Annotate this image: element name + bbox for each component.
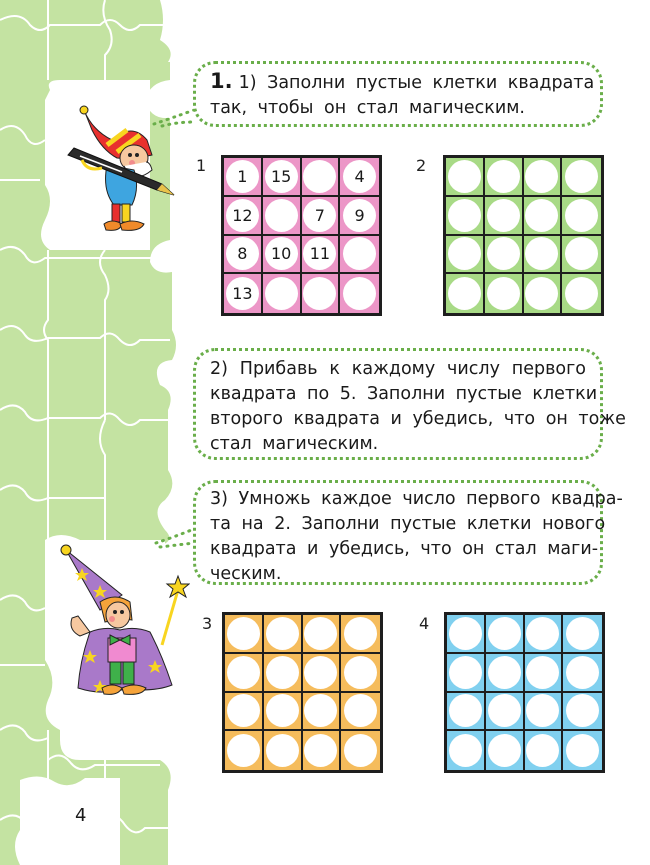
square-3-cell-empty[interactable]: [304, 656, 337, 689]
task-1-part-3-line-2: та на 2. Заполни пустые клетки нового: [210, 514, 606, 534]
square-1-cell: [302, 197, 341, 236]
square-1-cell[interactable]: [340, 236, 379, 275]
square-1-cell: [340, 158, 379, 197]
square-1-cell-value: 12: [226, 199, 259, 232]
square-2-cell[interactable]: [562, 197, 601, 236]
square-1-cell[interactable]: [263, 274, 302, 313]
square-1-cell: [224, 236, 263, 275]
square-3-cell[interactable]: [225, 654, 264, 693]
square-2-label: 2: [416, 156, 427, 175]
square-2-cell[interactable]: [446, 197, 485, 236]
square-1-cell-empty[interactable]: [343, 277, 376, 310]
square-4-cell[interactable]: [525, 615, 564, 654]
square-3-cell-empty[interactable]: [227, 734, 260, 767]
square-4-cell-empty[interactable]: [566, 734, 599, 767]
task-1-part-2-line-2: квадрата по 5. Заполни пустые клетки: [210, 384, 598, 404]
square-3-cell-empty[interactable]: [304, 694, 337, 727]
square-2-cell-empty[interactable]: [525, 199, 558, 232]
square-3-cell-empty[interactable]: [344, 656, 377, 689]
square-4-cell[interactable]: [563, 693, 602, 732]
square-2-cell[interactable]: [446, 274, 485, 313]
page-number: 4: [75, 805, 87, 826]
square-2-cell[interactable]: [562, 158, 601, 197]
square-1-cell: [263, 158, 302, 197]
square-2-cell[interactable]: [524, 274, 563, 313]
square-3-cell-empty[interactable]: [344, 734, 377, 767]
square-1-cell-value: 8: [226, 237, 259, 270]
square-4-cell[interactable]: [486, 693, 525, 732]
square-3-cell[interactable]: [264, 654, 303, 693]
square-3-cell-empty[interactable]: [304, 617, 337, 650]
square-3-cell-empty[interactable]: [227, 617, 260, 650]
square-4-cell-empty[interactable]: [449, 734, 482, 767]
square-3-cell[interactable]: [264, 731, 303, 770]
square-3-cell[interactable]: [225, 615, 264, 654]
square-2-cell[interactable]: [562, 236, 601, 275]
square-4-cell-empty[interactable]: [566, 694, 599, 727]
square-4-cell-empty[interactable]: [449, 694, 482, 727]
magic-square-2: [443, 155, 604, 316]
square-1-cell: [263, 236, 302, 275]
square-2-cell-empty[interactable]: [525, 237, 558, 270]
square-4-cell-empty[interactable]: [449, 617, 482, 650]
square-4-cell-empty[interactable]: [488, 734, 521, 767]
square-3-cell-empty[interactable]: [266, 656, 299, 689]
square-2-cell-empty[interactable]: [565, 160, 598, 193]
square-2-cell-empty[interactable]: [487, 199, 520, 232]
square-4-cell[interactable]: [525, 693, 564, 732]
square-2-cell-empty[interactable]: [525, 277, 558, 310]
square-1-cell[interactable]: [263, 197, 302, 236]
square-3-cell-empty[interactable]: [227, 656, 260, 689]
task-number: 1.: [210, 69, 233, 93]
task-1-part-2-line-4: стал магическим.: [210, 434, 379, 454]
square-3-cell-empty[interactable]: [304, 734, 337, 767]
square-2-cell-empty[interactable]: [448, 199, 481, 232]
square-2-cell-empty[interactable]: [487, 277, 520, 310]
square-4-cell[interactable]: [447, 654, 486, 693]
magic-square-4: [444, 612, 605, 773]
square-4-cell-empty[interactable]: [526, 656, 559, 689]
square-3-cell[interactable]: [341, 693, 380, 732]
square-2-cell[interactable]: [446, 158, 485, 197]
square-1-cell-empty[interactable]: [303, 160, 336, 193]
square-1-cell: [340, 197, 379, 236]
task-1-part-1-line-1: 1) Заполни пустые клетки квадрата: [238, 73, 595, 93]
task-1-part-3-line-1: 3) Умножь каждое число первого квадра-: [210, 489, 623, 509]
square-3-label: 3: [202, 614, 213, 633]
square-1-cell-value: 7: [303, 199, 336, 232]
square-2-cell-empty[interactable]: [565, 237, 598, 270]
square-2-cell-empty[interactable]: [448, 160, 481, 193]
square-1-cell: [224, 274, 263, 313]
square-4-cell-empty[interactable]: [566, 656, 599, 689]
square-2-cell[interactable]: [446, 236, 485, 275]
square-3-cell[interactable]: [303, 654, 342, 693]
square-2-cell-empty[interactable]: [565, 199, 598, 232]
task-1-part-3-line-3: квадрата и убедись, что он стал маги-: [210, 539, 599, 559]
square-1-cell[interactable]: [302, 274, 341, 313]
square-3-cell[interactable]: [341, 654, 380, 693]
square-4-cell[interactable]: [447, 615, 486, 654]
square-1-cell-value: 11: [303, 237, 336, 270]
square-2-cell-empty[interactable]: [487, 160, 520, 193]
square-4-cell[interactable]: [486, 654, 525, 693]
square-4-cell-empty[interactable]: [566, 617, 599, 650]
square-2-cell[interactable]: [485, 197, 524, 236]
square-2-cell-empty[interactable]: [525, 160, 558, 193]
square-2-cell[interactable]: [524, 197, 563, 236]
square-1-cell-value: 13: [226, 277, 259, 310]
square-3-cell[interactable]: [303, 615, 342, 654]
square-4-cell[interactable]: [563, 615, 602, 654]
square-4-cell-empty[interactable]: [488, 617, 521, 650]
square-1-label: 1: [196, 156, 207, 175]
square-3-cell-empty[interactable]: [266, 617, 299, 650]
square-4-cell-empty[interactable]: [488, 656, 521, 689]
square-3-cell[interactable]: [225, 731, 264, 770]
square-4-cell[interactable]: [525, 731, 564, 770]
square-4-cell-empty[interactable]: [488, 694, 521, 727]
wizard-illustration: [60, 540, 190, 710]
square-3-cell[interactable]: [341, 615, 380, 654]
square-3-cell[interactable]: [303, 731, 342, 770]
task-1-part-3-line-4: ческим.: [210, 564, 282, 584]
square-2-cell[interactable]: [562, 274, 601, 313]
square-3-cell[interactable]: [341, 731, 380, 770]
square-3-cell[interactable]: [264, 693, 303, 732]
square-2-cell[interactable]: [524, 236, 563, 275]
square-4-cell[interactable]: [563, 731, 602, 770]
square-1-cell[interactable]: [340, 274, 379, 313]
square-1-cell-value: 15: [265, 160, 298, 193]
square-2-cell-empty[interactable]: [448, 237, 481, 270]
square-4-cell-empty[interactable]: [526, 617, 559, 650]
square-1-cell-value: 1: [226, 160, 259, 193]
square-2-cell[interactable]: [485, 236, 524, 275]
square-4-cell-empty[interactable]: [526, 734, 559, 767]
square-4-cell[interactable]: [525, 654, 564, 693]
square-2-cell[interactable]: [524, 158, 563, 197]
square-1-cell: [224, 158, 263, 197]
bubble-1-tail-icon: [152, 100, 197, 130]
bubble-3-tail-icon: [152, 525, 197, 550]
square-3-cell-empty[interactable]: [266, 694, 299, 727]
square-4-cell[interactable]: [447, 731, 486, 770]
square-4-cell-empty[interactable]: [526, 694, 559, 727]
task-1-part-2-line-1: 2) Прибавь к каждому числу первого: [210, 359, 586, 379]
square-2-cell[interactable]: [485, 274, 524, 313]
square-3-cell[interactable]: [225, 693, 264, 732]
square-3-cell[interactable]: [303, 693, 342, 732]
task-1-part-1-line-2: так, чтобы он стал магическим.: [210, 98, 525, 118]
magic-square-3: [222, 612, 383, 773]
square-1-cell: [302, 236, 341, 275]
square-1-cell-value: 9: [343, 199, 376, 232]
square-4-cell-empty[interactable]: [449, 656, 482, 689]
square-4-cell[interactable]: [486, 731, 525, 770]
task-1-part-2-line-3: второго квадрата и убедись, что он тоже: [210, 409, 626, 429]
magic-square-1: [221, 155, 382, 316]
square-3-cell-empty[interactable]: [266, 734, 299, 767]
square-1-cell-empty[interactable]: [265, 277, 298, 310]
square-3-cell[interactable]: [264, 615, 303, 654]
square-1-cell-value: 4: [343, 160, 376, 193]
task-1-part-2-bubble: [193, 348, 626, 460]
square-4-cell[interactable]: [563, 654, 602, 693]
square-4-cell[interactable]: [486, 615, 525, 654]
wizard-boy-icon: [60, 540, 190, 710]
square-1-cell-empty[interactable]: [303, 277, 336, 310]
square-4-label: 4: [419, 614, 430, 633]
task-1-part-1-bubble: [193, 61, 603, 127]
square-2-cell-empty[interactable]: [565, 277, 598, 310]
square-1-cell-empty[interactable]: [343, 237, 376, 270]
square-1-cell[interactable]: [302, 158, 341, 197]
square-3-cell-empty[interactable]: [227, 694, 260, 727]
square-4-cell[interactable]: [447, 693, 486, 732]
square-2-cell-empty[interactable]: [448, 277, 481, 310]
square-2-cell[interactable]: [485, 158, 524, 197]
square-1-cell: [224, 197, 263, 236]
square-3-cell-empty[interactable]: [344, 617, 377, 650]
task-1-part-3-bubble: [193, 480, 623, 585]
square-1-cell-value: 10: [265, 237, 298, 270]
square-2-cell-empty[interactable]: [487, 237, 520, 270]
square-1-cell-empty[interactable]: [265, 199, 298, 232]
square-3-cell-empty[interactable]: [344, 694, 377, 727]
